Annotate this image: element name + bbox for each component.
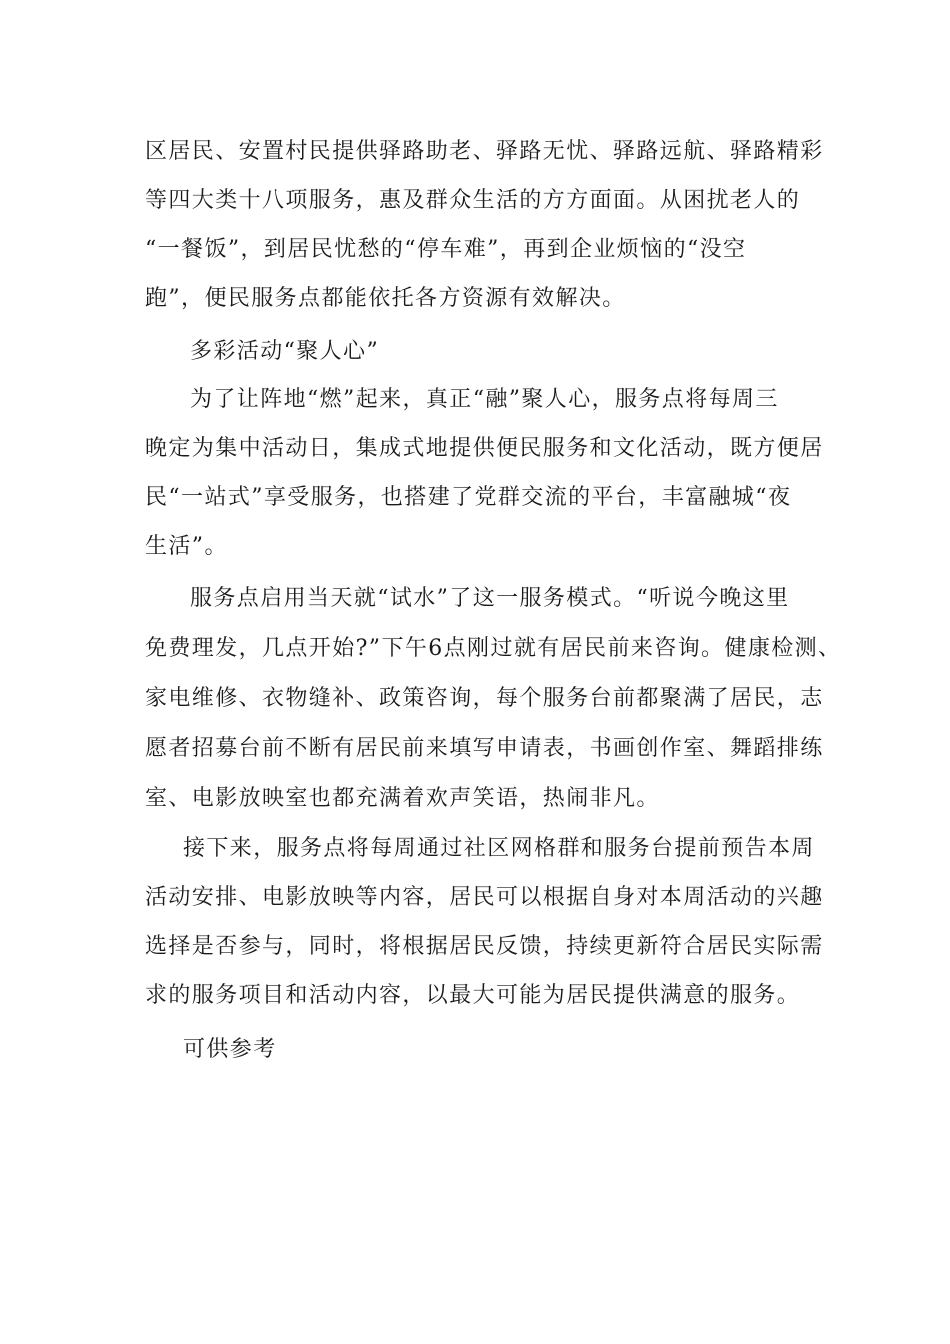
closing-note: 可供参考 — [183, 1037, 277, 1062]
text-line: 选择是否参与，同时，将根据居民反馈，持续更新符合居民实际需 — [145, 934, 824, 959]
text-line: 等四大类十八项服务，惠及群众生活的方方面面。从困扰老人的 — [145, 188, 801, 213]
text-line: 室、电影放映室也都充满着欢声笑语，热闹非凡。 — [145, 786, 660, 811]
text-line: 家电维修、衣物缝补、政策咨询，每个服务台前都聚满了居民，志 — [145, 686, 824, 711]
text-line: 服务点启用当天就“试水”了这一服务模式。“听说今晚这里 — [190, 586, 790, 611]
text-line: 为了让阵地“燃”起来，真正“融”聚人心，服务点将每周三 — [190, 387, 779, 412]
text-line: 活动安排、电影放映等内容，居民可以根据自身对本周活动的兴趣 — [145, 885, 824, 910]
text-line: 接下来，服务点将每周通过社区网格群和服务台提前预告本周 — [183, 836, 815, 861]
text-line: 愿者招募台前不断有居民前来填写申请表，书画创作室、舞蹈排练 — [145, 736, 824, 761]
text-line: 晚定为集中活动日，集成式地提供便民服务和文化活动，既方便居 — [145, 436, 824, 461]
text-line: “一餐饭”，到居民忧愁的“停车难”，再到企业烦恼的“没空 — [145, 237, 747, 262]
text-line: 生活”。 — [145, 534, 228, 559]
text-line: 求的服务项目和活动内容，以最大可能为居民提供满意的服务。 — [145, 983, 801, 1008]
text-line: 跑”，便民服务点都能依托各方资源有效解决。 — [145, 286, 626, 311]
text-line: 民“一站式”享受服务，也搭建了党群交流的平台，丰富融城“夜 — [145, 485, 792, 510]
section-heading: 多彩活动“聚人心” — [190, 339, 380, 364]
text-line: 免费理发，几点开始?”下午6点刚过就有居民前来咨询。健康检测、 — [145, 636, 842, 661]
text-line: 区居民、安置村民提供驿路助老、驿路无忧、驿路远航、驿路精彩 — [145, 139, 824, 164]
